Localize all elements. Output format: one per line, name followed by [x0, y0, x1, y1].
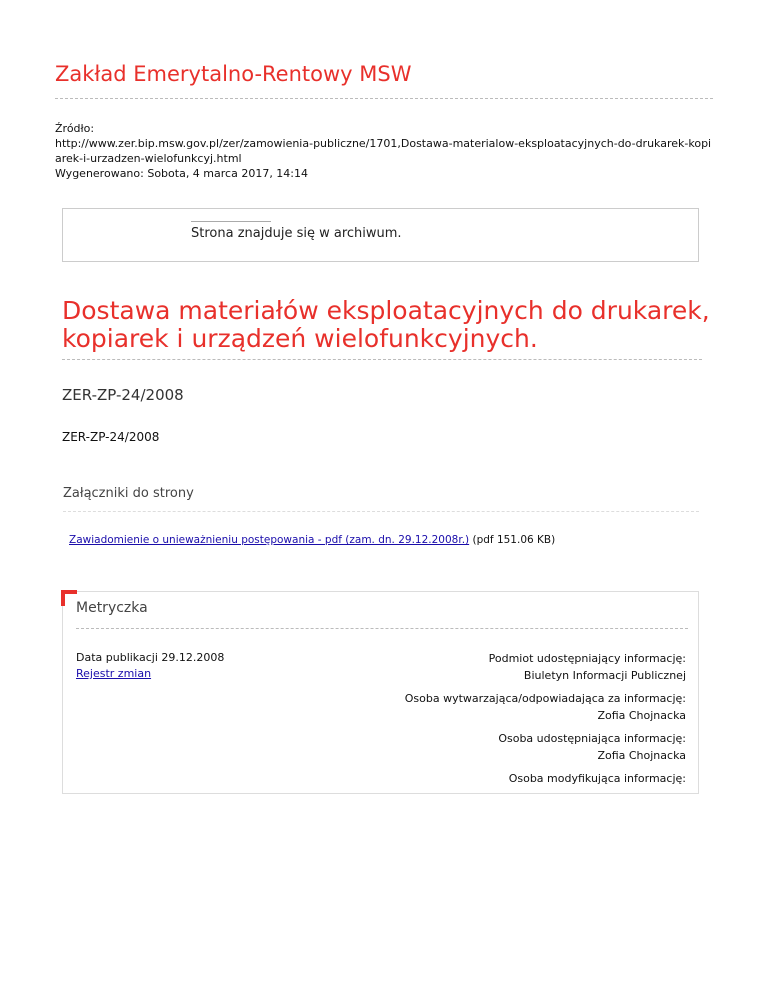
- attachments-divider: [63, 511, 699, 512]
- entry-label: Osoba udostępniająca informację:: [498, 732, 686, 745]
- archive-notice-box: [62, 208, 699, 262]
- entry-value: Zofia Chojnacka: [597, 749, 686, 762]
- metryczka-title: Metryczka: [76, 600, 148, 616]
- entry-value: Zofia Chojnacka: [597, 709, 686, 722]
- print-meta: [55, 121, 713, 181]
- entry-label: Osoba wytwarzająca/odpowiadająca za informację:: [404, 692, 686, 705]
- metryczka-entry: [509, 770, 686, 787]
- metryczka-publication: [76, 650, 224, 682]
- metryczka-divider: [76, 628, 688, 629]
- metryczka-entry: [489, 650, 686, 684]
- entry-label: Osoba modyfikująca informację:: [508, 772, 686, 785]
- article-subtitle: ZER-ZP-24/2008: [62, 386, 184, 404]
- title-divider: [62, 359, 702, 360]
- attachments-heading: Załączniki do strony: [63, 486, 194, 501]
- corner-accent-icon: [61, 590, 77, 606]
- entry-value: Biuletyn Informacji Publicznej: [523, 669, 686, 682]
- metryczka-entry: [498, 730, 686, 764]
- publication-date: Data publikacji 29.12.2008: [76, 651, 225, 664]
- source-label: Źródło:: [55, 122, 95, 135]
- attachment-item: [69, 534, 555, 546]
- archive-rule: [191, 221, 271, 222]
- article-title: Dostawa materiałów eksploatacyjnych do drukarek, kopiarek i urządzeń wielofunkcyjnych.: [62, 296, 710, 353]
- article-body: ZER-ZP-24/2008: [62, 430, 160, 444]
- change-log-link[interactable]: Rejestr zmian: [76, 667, 152, 680]
- archive-notice: Strona znajduje się w archiwum.: [191, 226, 402, 241]
- header-divider: [55, 98, 713, 99]
- attachment-link[interactable]: Zawiadomienie o unieważnieniu postępowania - pdf (zam. dn. 29.12.2008r.): [69, 534, 470, 546]
- site-title: Zakład Emerytalno-Rentowy MSW: [55, 62, 412, 86]
- metryczka-box: [62, 591, 699, 794]
- entry-label: Podmiot udostępniający informację:: [488, 652, 686, 665]
- generated-timestamp: Wygenerowano: Sobota, 4 marca 2017, 14:14: [55, 167, 309, 180]
- source-url: http://www.zer.bip.msw.gov.pl/zer/zamowienia-publiczne/1701,Dostawa-materialow-eksploatacyjnych-do-drukarek-kopiarek-i-urzadzen-wielofunkcyj.html: [55, 137, 712, 165]
- attachment-info: (pdf 151.06 KB): [472, 534, 556, 546]
- metryczka-entry: [405, 690, 686, 724]
